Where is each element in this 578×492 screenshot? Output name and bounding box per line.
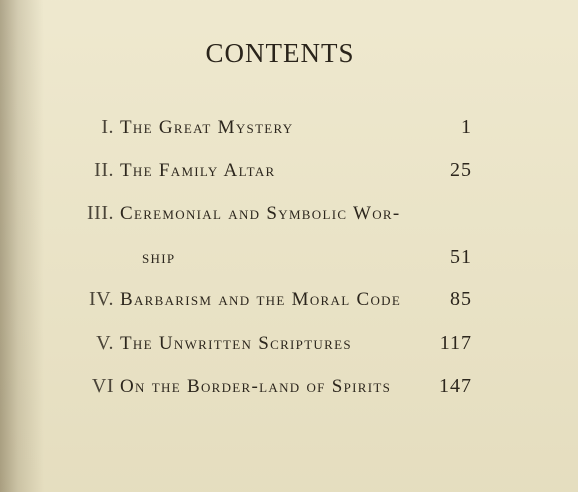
- chapter-title: Ceremonial and Symbolic Wor-: [120, 203, 401, 224]
- page-number: 25: [450, 159, 472, 181]
- toc-entry: [0, 332, 578, 362]
- chapter-title: The Great Mystery: [120, 117, 294, 138]
- toc-entry-continuation: [0, 246, 578, 276]
- toc-entry: [0, 202, 578, 232]
- toc-entry: [0, 288, 578, 318]
- chapter-numeral: II.: [94, 159, 114, 181]
- chapter-title: The Family Altar: [120, 160, 276, 181]
- chapter-title: The Unwritten Scriptures: [120, 333, 352, 354]
- chapter-numeral: I.: [101, 116, 114, 138]
- chapter-numeral: VI: [91, 375, 114, 397]
- toc-entry: [0, 159, 578, 189]
- chapter-numeral: V.: [96, 332, 114, 354]
- chapter-title: Barbarism and the Moral Code: [120, 289, 402, 310]
- page-number: 1: [461, 116, 472, 138]
- page-number: 85: [450, 288, 472, 310]
- page-number: 147: [439, 375, 472, 397]
- chapter-title: On the Border-land of Spirits: [120, 376, 392, 397]
- chapter-title: ship: [142, 247, 176, 268]
- page-number: 117: [439, 332, 472, 354]
- toc-entry: [0, 116, 578, 146]
- toc-entry: [0, 375, 578, 405]
- chapter-numeral: IV.: [88, 288, 114, 310]
- page-title: CONTENTS: [205, 38, 355, 68]
- chapter-numeral: III.: [87, 202, 114, 224]
- page-number: 51: [450, 246, 472, 268]
